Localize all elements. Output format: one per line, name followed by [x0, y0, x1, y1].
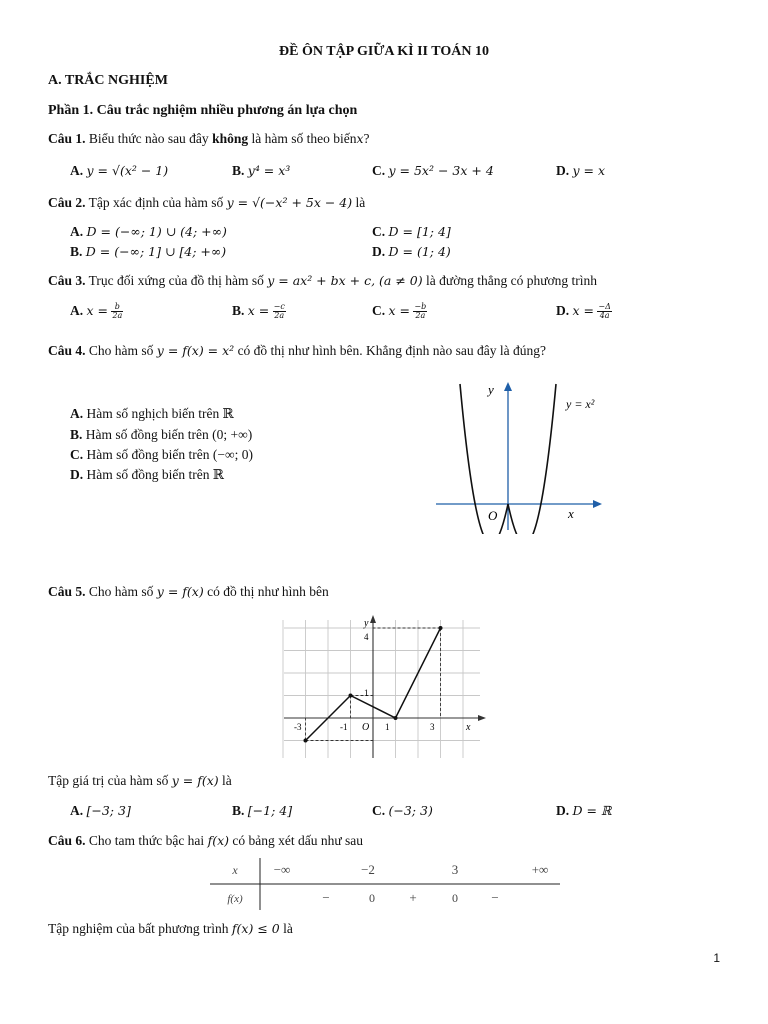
option-letter: A. — [70, 224, 84, 239]
question-expr: y = f(x) — [171, 773, 219, 788]
section-heading: A. TRẮC NGHIỆM — [48, 73, 168, 88]
question-text: Biểu thức nào sau đây — [88, 131, 209, 146]
fraction — [597, 303, 611, 320]
option-letter: B. — [232, 163, 245, 178]
option-letter: C. — [372, 224, 386, 239]
question-2 — [48, 195, 365, 211]
numerator: −b — [414, 302, 427, 312]
option-d[interactable] — [556, 803, 611, 819]
option-text: Hàm số đồng biến trên (−∞; 0) — [86, 447, 253, 462]
question-expr: y = f(x) — [156, 584, 204, 599]
question-label: Câu 6. — [48, 833, 86, 848]
question-text: là đường thẳng có phương trình — [426, 273, 598, 288]
question-label: Câu 4. — [48, 343, 86, 358]
option-c[interactable] — [70, 447, 253, 463]
graph-point — [349, 694, 353, 698]
fraction — [273, 303, 286, 320]
table-cell: + — [409, 890, 417, 905]
question-text: Tập xác định của hàm số — [88, 195, 224, 210]
option-d[interactable] — [372, 244, 451, 260]
option-c[interactable] — [372, 803, 433, 819]
option-letter: C. — [70, 447, 84, 462]
origin-label: O — [488, 508, 498, 523]
option-letter: D. — [556, 303, 570, 318]
parabola-graph — [430, 378, 620, 534]
option-expr: D = ℝ — [572, 803, 612, 818]
option-expr: y⁴ = x³ — [247, 163, 291, 178]
option-text: Hàm số nghịch biến trên ℝ — [86, 406, 234, 421]
question-1 — [48, 131, 370, 147]
y-axis-label: y — [488, 382, 494, 397]
tick-label-x-1: 1 — [385, 722, 390, 732]
option-letter: C. — [372, 803, 386, 818]
option-b[interactable] — [70, 244, 226, 260]
option-expr: [−1; 4] — [247, 803, 293, 818]
option-expr: D = (−∞; 1] ∪ [4; +∞) — [85, 244, 227, 259]
table-cell: +∞ — [531, 862, 549, 877]
option-letter: C. — [372, 163, 386, 178]
option-c[interactable] — [372, 303, 427, 320]
question-text: là — [222, 773, 232, 788]
question-label: Câu 2. — [48, 195, 86, 210]
question-6 — [48, 833, 363, 849]
question-expr: y = f(x) = x² — [156, 343, 235, 358]
option-text: Hàm số đồng biến trên (0; +∞) — [85, 427, 253, 442]
numerator: −c — [273, 302, 285, 312]
table-cell: 0 — [452, 891, 458, 905]
option-d[interactable] — [556, 163, 605, 179]
option-d[interactable] — [556, 303, 612, 320]
option-letter: B. — [70, 427, 83, 442]
question-label: Câu 5. — [48, 584, 86, 599]
question-label: Câu 1. — [48, 131, 86, 146]
question-mark: ? — [363, 131, 370, 146]
tick-label-x-3: 3 — [430, 722, 435, 732]
curve-label: y = x² — [566, 397, 595, 411]
fraction — [413, 303, 427, 320]
option-expr: D = (1; 4) — [388, 244, 451, 259]
question-expr: f(x) — [207, 833, 229, 848]
question-text: Cho hàm số — [88, 584, 154, 599]
option-lhs: x = — [572, 303, 594, 318]
option-letter: B. — [232, 303, 245, 318]
option-a[interactable] — [70, 406, 234, 422]
option-letter: B. — [232, 803, 245, 818]
question-expr: y = √(−x² + 5x − 4) — [226, 195, 353, 210]
option-b[interactable] — [232, 303, 286, 320]
option-b[interactable] — [70, 427, 252, 443]
option-letter: D. — [556, 163, 570, 178]
option-a[interactable] — [70, 224, 227, 240]
option-expr: y = x — [572, 163, 606, 178]
option-c[interactable] — [372, 224, 451, 240]
option-expr: D = (−∞; 1) ∪ (4; +∞) — [86, 224, 227, 239]
question-5 — [48, 584, 329, 600]
table-cell: − — [322, 890, 330, 905]
denominator: 2a — [274, 311, 285, 321]
option-lhs: x = — [247, 303, 270, 318]
question-text: có đồ thị như hình bên. Khẳng định nào sau đây là đúng? — [237, 343, 546, 358]
question-emphasis: không — [212, 131, 249, 146]
option-a[interactable] — [70, 163, 168, 179]
question-3 — [48, 273, 597, 289]
question-expr: y = ax² + bx + c, (a ≠ 0) — [267, 273, 423, 288]
x-axis-arrow — [478, 715, 486, 721]
question-label: Câu 3. — [48, 273, 86, 288]
tick-label-x-neg1: -1 — [340, 722, 348, 732]
option-letter: C. — [372, 303, 386, 318]
table-cell: −2 — [361, 862, 375, 877]
table-cell: 0 — [369, 891, 375, 905]
x-axis-label: x — [466, 722, 471, 733]
graph-point — [439, 626, 443, 630]
table-cell: − — [491, 890, 499, 905]
option-letter: A. — [70, 803, 84, 818]
option-expr: D = [1; 4] — [388, 224, 451, 239]
fraction — [111, 303, 123, 320]
table-cell: −∞ — [273, 862, 291, 877]
x-axis-label: x — [568, 506, 574, 521]
grid — [283, 620, 480, 758]
tick-label-y-4: 4 — [364, 632, 369, 642]
x-axis-arrow — [593, 500, 602, 508]
question-text: Trục đối xứng của đồ thị hàm số — [88, 273, 264, 288]
question-text: Cho hàm số — [88, 343, 154, 358]
question-4 — [48, 343, 546, 359]
tick-label-x-neg3: -3 — [294, 722, 302, 732]
denominator: 4a — [599, 311, 610, 321]
question-text: Tập giá trị của hàm số — [48, 773, 169, 788]
table-header-fx: f(x) — [227, 893, 243, 905]
option-letter: D. — [556, 803, 570, 818]
page-number: 1 — [713, 951, 720, 965]
denominator: 2a — [415, 311, 426, 321]
question-text: có đồ thị như hình bên — [207, 584, 329, 599]
tick-label-y-1: 1 — [364, 688, 369, 698]
question-text: là hàm số theo biến — [251, 131, 357, 146]
option-letter: A. — [70, 406, 84, 421]
question-var: x — [356, 131, 364, 146]
option-lhs: x = — [388, 303, 410, 318]
question-text: là — [355, 195, 366, 210]
option-letter: A. — [70, 303, 84, 318]
question-expr: f(x) ≤ 0 — [231, 921, 280, 936]
option-letter: A. — [70, 163, 84, 178]
numerator: −Δ — [598, 302, 611, 312]
question-text: Cho tam thức bậc hai — [88, 833, 205, 848]
option-lhs: x = — [86, 303, 108, 318]
page-title: ĐỀ ÔN TẬP GIỮA KÌ II TOÁN 10 — [279, 44, 489, 59]
sign-table — [210, 858, 560, 910]
option-expr: [−3; 3] — [86, 803, 131, 818]
graph-point — [394, 716, 398, 720]
piecewise-graph — [280, 612, 490, 760]
question-text: Tập nghiệm của bất phương trình — [48, 921, 229, 936]
option-a[interactable] — [70, 303, 123, 320]
option-expr: (−3; 3) — [388, 803, 433, 818]
question-text: có bảng xét dấu như sau — [232, 833, 364, 848]
y-axis-arrow — [370, 615, 376, 623]
question-text: là — [283, 921, 293, 936]
question-5-prompt — [48, 773, 232, 789]
graph-point — [304, 739, 308, 743]
option-letter: B. — [70, 244, 83, 259]
numerator: b — [111, 303, 123, 312]
origin-label: O — [362, 722, 370, 733]
question-6-prompt — [48, 921, 293, 937]
option-expr: y = 5x² − 3x + 4 — [388, 163, 494, 178]
option-text: Hàm số đồng biến trên ℝ — [86, 467, 225, 482]
option-letter: D. — [372, 244, 386, 259]
option-b[interactable] — [232, 163, 290, 179]
option-a[interactable] — [70, 803, 131, 819]
part-heading: Phần 1. Câu trắc nghiệm nhiều phương án lựa chọn — [48, 103, 358, 118]
option-letter: D. — [70, 467, 84, 482]
y-axis-arrow — [504, 382, 512, 391]
option-b[interactable] — [232, 803, 292, 819]
option-expr: y = √(x² − 1) — [86, 163, 169, 178]
y-axis-label: y — [364, 618, 369, 629]
denominator: 2a — [112, 311, 123, 321]
table-cell: 3 — [451, 862, 459, 877]
option-c[interactable] — [372, 163, 494, 179]
option-d[interactable] — [70, 467, 224, 483]
table-header-x: x — [232, 863, 238, 877]
